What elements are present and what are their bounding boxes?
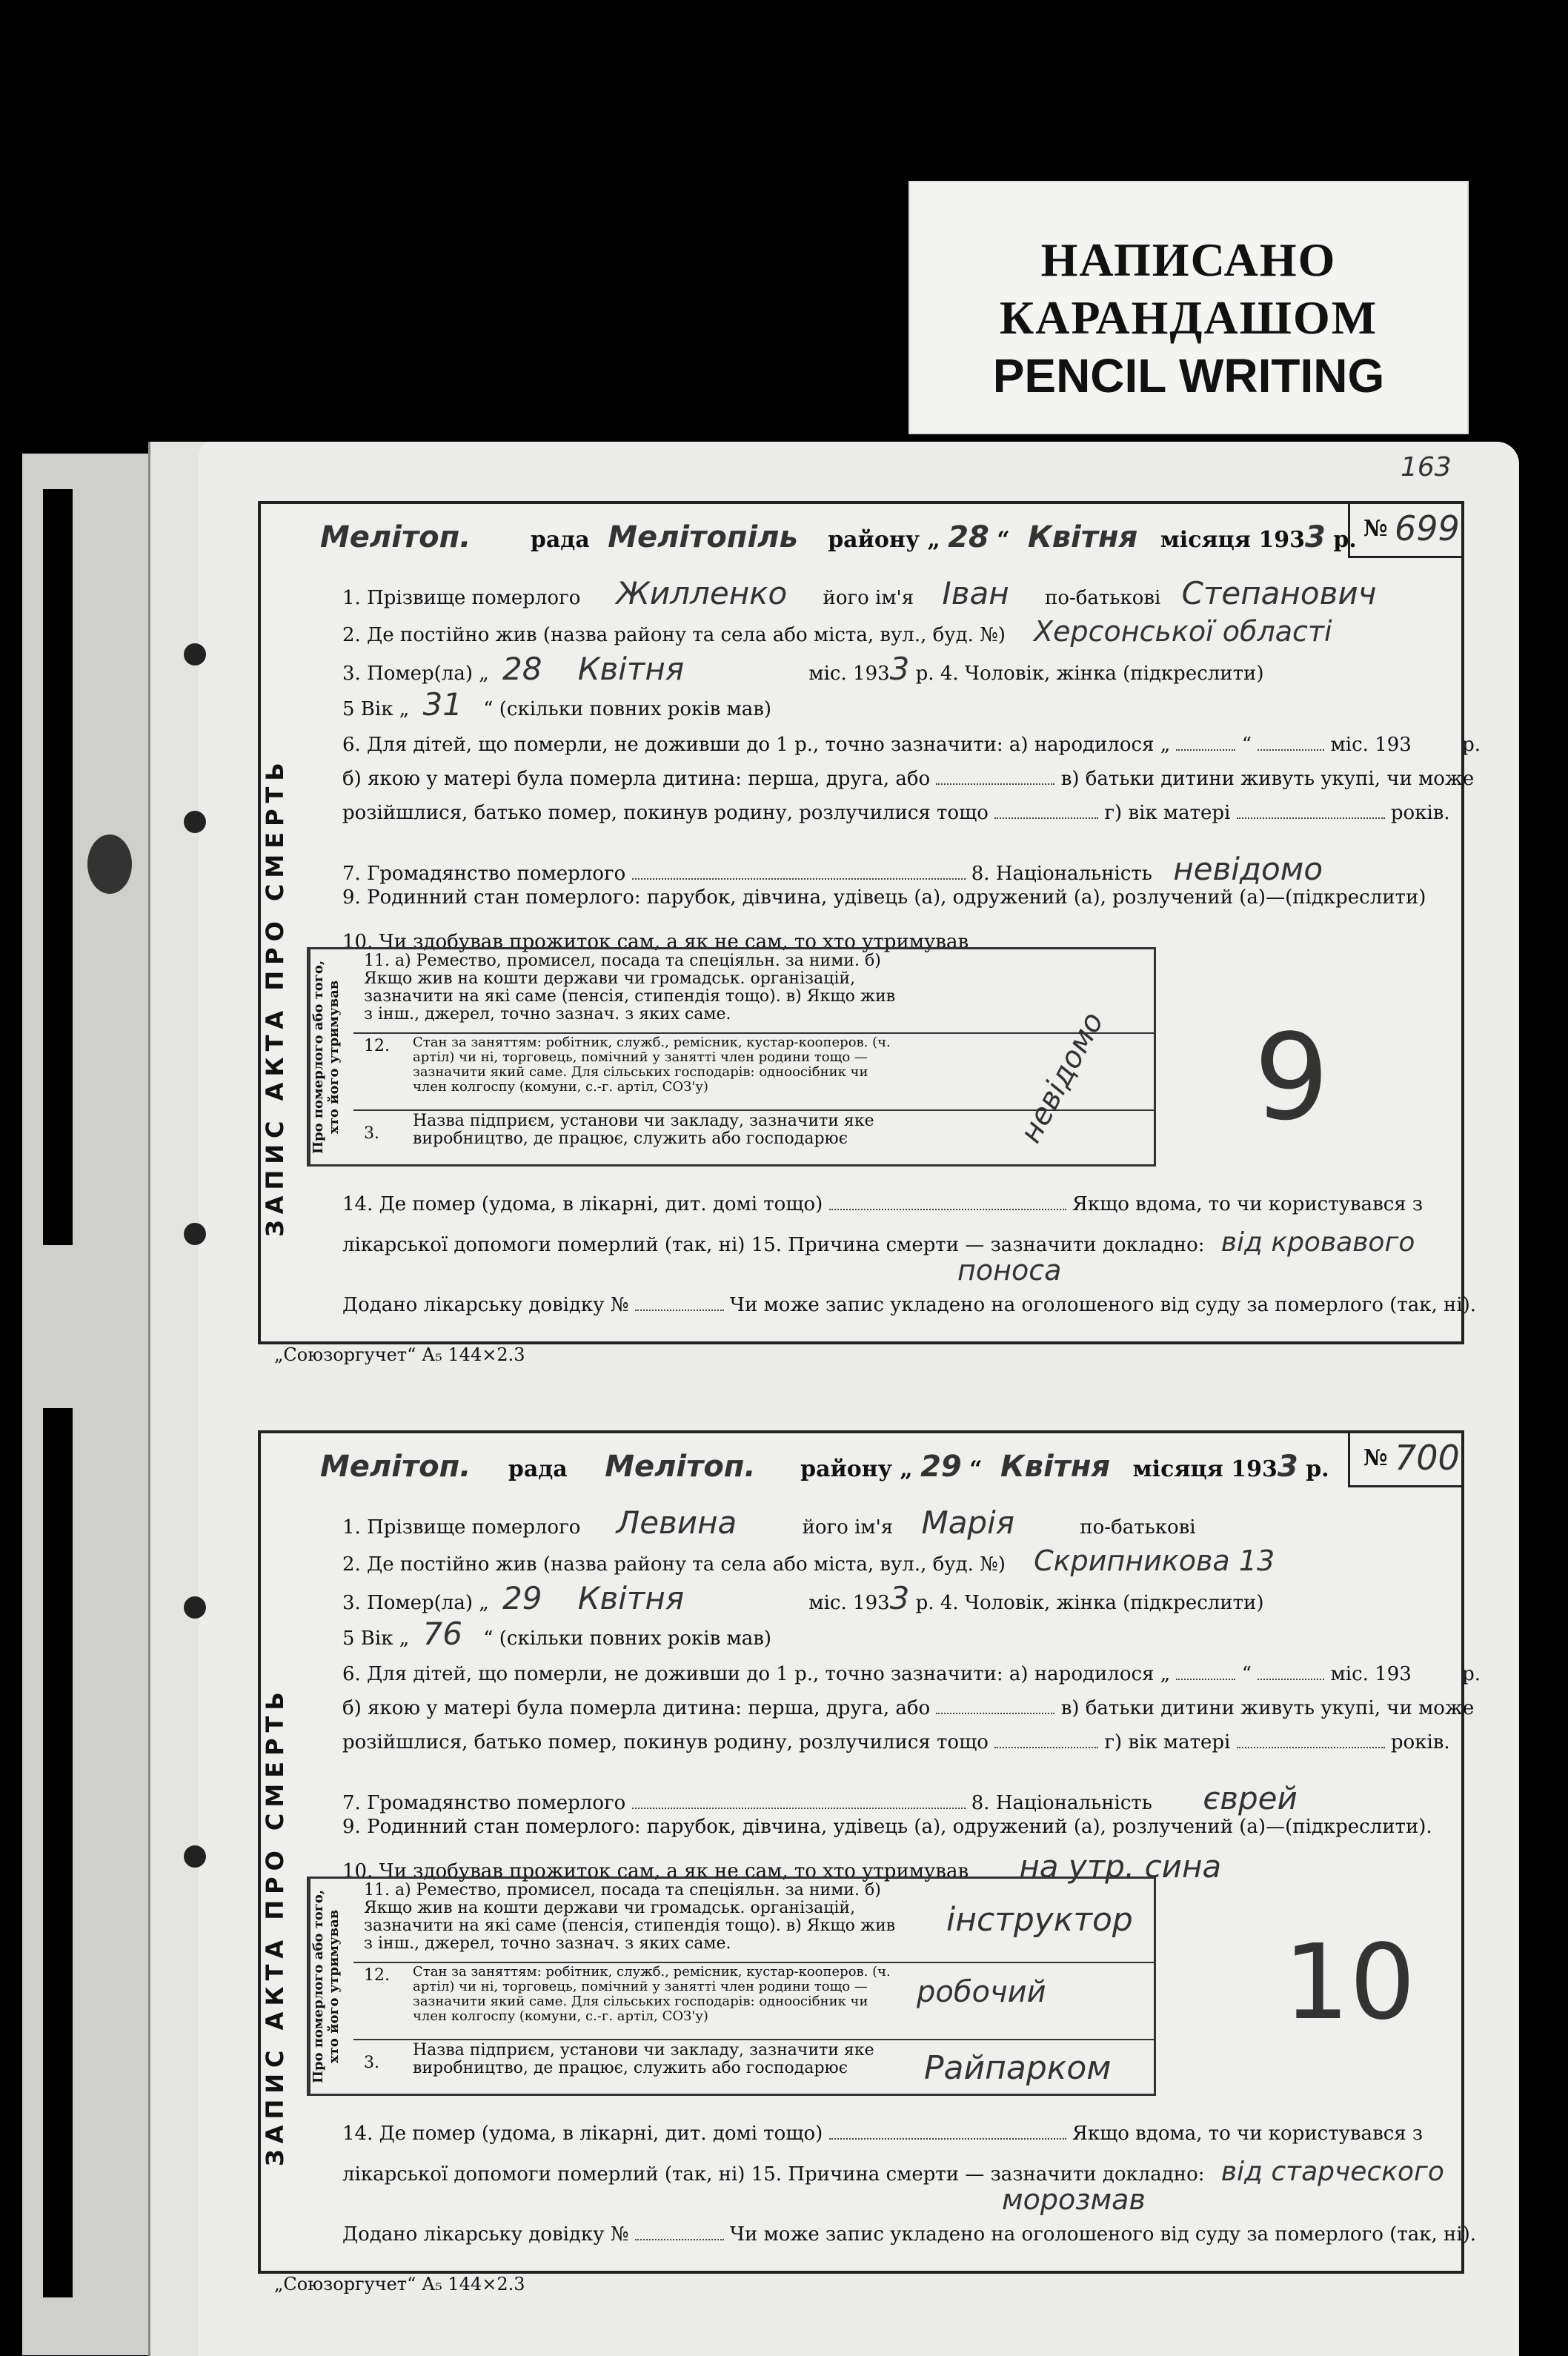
- field-label: “ (скільки повних років мав): [483, 698, 772, 720]
- hand-death-month: Квітня: [577, 1580, 685, 1616]
- record-number: 699: [1395, 508, 1460, 548]
- header-quote: “: [997, 527, 1010, 553]
- field-label: 6. Для дітей, що померли, не доживши до 1 р., точно зазначити: а) народилося „: [342, 1663, 1171, 1685]
- header-misyatsia: місяця 193: [1132, 1456, 1278, 1482]
- row-text: Назва підприєм, установи чи закладу, зазначити яке виробництво, де працює, служить або господарює: [413, 2041, 874, 2077]
- field-label: “ (скільки повних років мав): [483, 1627, 772, 1650]
- field-marital: 9. Родинний стан померлого: парубок, дівчина, удівець (а), одружений (а), розлучений (а)—(підкреслити): [342, 886, 1426, 909]
- field-label: 7. Громадянство померлого: [342, 863, 626, 885]
- hand-cause-2: морозмав: [1002, 2183, 1146, 2216]
- record-number-label: №: [1363, 516, 1388, 542]
- field-label: 14. Де помер (удома, в лікарні, дит. домі тощо): [342, 2123, 823, 2145]
- field-label: 7. Громадянство померлого: [342, 1792, 626, 1814]
- hand-month: Квітня: [1028, 520, 1138, 554]
- death-record-form-1: [258, 501, 1481, 1344]
- field-surname: [342, 1504, 1439, 1541]
- field-label: Додано лікарську довідку №: [342, 1294, 629, 1316]
- record-number-label: №: [1363, 1445, 1388, 1471]
- subtable-side-label: Про померлого або того, хто його утримував: [309, 949, 355, 1164]
- hand-surname: Левина: [616, 1504, 737, 1541]
- hand-council: Мелітоп.: [320, 1450, 471, 1484]
- death-record-form-2: [258, 1430, 1481, 2274]
- subtable-side-label: Про померлого або того, хто його утримував: [309, 1879, 355, 2094]
- field-label: 8. Національність: [971, 863, 1152, 885]
- blank: [829, 1209, 1066, 1210]
- hand-nationality: єврей: [1203, 1780, 1298, 1816]
- field-label: 5 Вік „: [342, 1627, 410, 1650]
- field-citizenship: [342, 851, 1439, 887]
- field-label: лікарської допомоги померлий (так, ні) 15. Причина смерти — зазначити докладно:: [342, 2163, 1205, 2186]
- punch-hole: [184, 811, 206, 833]
- field-label: г) вік матері: [1104, 802, 1231, 824]
- hand-cause-1: від старческого: [1220, 2157, 1444, 2187]
- row-text: 11. а) Ремество, промисел, посада та спеціяльн. за ними. б) Якщо жив на кошти держави чи громадськ. організацій, зазначити на які саме (пенсія, стипендія тощо). в) Якщо жив з інш., джерел, точно зазнач. з яких саме.: [364, 952, 896, 1023]
- hand-age: 76: [422, 1616, 462, 1652]
- hand-surname: Жилленко: [616, 575, 788, 611]
- form-header: [320, 520, 1439, 554]
- hand-year: 3: [1277, 1450, 1298, 1484]
- hand-council: Мелітоп.: [320, 520, 471, 554]
- field-label: р. 4. Чоловік, жінка (підкреслити): [915, 663, 1264, 685]
- blank: [829, 2138, 1066, 2140]
- field-label: Чи може запис укладено на оголошеного від суду за померлого (так, ні).: [729, 2223, 1477, 2246]
- field-label: 10. Чи здобував прожиток сам, а як не сам, то хто утримував: [342, 1860, 969, 1882]
- field-death-date: [342, 1580, 1439, 1616]
- ink-stain: [87, 834, 132, 894]
- hand-death-day: 28: [502, 651, 542, 687]
- blank: [1176, 749, 1235, 751]
- form-side-title: ЗАПИС АКТА ПРО СМЕРТЬ: [261, 757, 289, 1237]
- occupation-subtable: [307, 947, 1156, 1167]
- form-header: [320, 1450, 1439, 1484]
- field-label: 2. Де постійно жив (назва району та села або міста, вул., буд. №): [342, 1553, 1006, 1576]
- punch-hole: [184, 1845, 206, 1868]
- hand-name: Іван: [942, 575, 1009, 611]
- field-label: міс. 193: [808, 663, 890, 685]
- field-citizenship: [342, 1780, 1439, 1816]
- hand-occupation-b: робочий: [917, 1975, 1046, 2009]
- row-text: Назва підприєм, установи чи закладу, зазначити яке виробництво, де працює, служить або господарює: [413, 1112, 874, 1148]
- field-death-date: [342, 651, 1439, 687]
- hand-death-day: 29: [502, 1580, 542, 1616]
- field-label: 1. Прізвище померлого: [342, 1516, 581, 1539]
- header-rada: рада: [508, 1456, 568, 1482]
- field-label: 2. Де постійно жив (назва району та села або міста, вул., буд. №): [342, 624, 1006, 646]
- hand-patronymic: Степанович: [1181, 575, 1377, 611]
- field-child-birth: [342, 1663, 1481, 1685]
- field-label: років.: [1390, 802, 1450, 824]
- hand-nationality: невідомо: [1173, 851, 1323, 887]
- field-age: [342, 686, 1439, 723]
- blank: [1176, 1679, 1235, 1680]
- occupation-subtable: [307, 1876, 1156, 2096]
- label-line-1: НАПИСАНО: [1040, 233, 1337, 286]
- field-label: міс. 193: [1330, 734, 1412, 756]
- blank: [635, 2239, 724, 2240]
- page-number: 163: [1401, 452, 1452, 482]
- field-label: розійшлися, батько помер, покинув родину, розлучилися тощо: [342, 802, 989, 824]
- field-cause-of-death: [342, 1227, 1439, 1258]
- form-side-title: ЗАПИС АКТА ПРО СМЕРТЬ: [261, 1686, 289, 2166]
- field-age: [342, 1616, 1439, 1652]
- field-place-of-death: [342, 1193, 1439, 1215]
- hand-death-year: 3: [889, 1580, 910, 1616]
- hand-stat-code: 10: [1283, 1922, 1416, 2043]
- header-r: р.: [1333, 527, 1357, 553]
- hand-year: 3: [1305, 520, 1326, 554]
- field-label: р. 4. Чоловік, жінка (підкреслити): [915, 1592, 1264, 1614]
- field-label: його ім'я: [802, 1516, 894, 1539]
- label-line-2: КАРАНДАШОМ: [999, 291, 1378, 344]
- record-number: 700: [1395, 1438, 1460, 1478]
- hand-death-year: 3: [889, 651, 910, 687]
- header-raionu: району „: [800, 1456, 913, 1482]
- field-label: б) якою у матері була померла дитина: перша, друга, або: [342, 768, 931, 790]
- blank: [936, 1713, 1054, 1714]
- blank: [994, 1747, 1098, 1748]
- punch-hole: [184, 1223, 206, 1245]
- field-label: років.: [1390, 1731, 1450, 1753]
- field-label: Якщо вдома, то чи користувався з: [1072, 2123, 1424, 2145]
- hand-death-month: Квітня: [577, 651, 685, 687]
- hand-cause-1: від кровавого: [1220, 1227, 1415, 1258]
- blank: [936, 783, 1054, 785]
- blank: [1258, 1679, 1324, 1680]
- field-label: р.: [1462, 1663, 1481, 1685]
- field-label: розійшлися, батько помер, покинув родину, розлучилися тощо: [342, 1731, 989, 1753]
- row-number: 3.: [364, 2054, 379, 2072]
- field-child-birth: [342, 734, 1481, 756]
- hand-cause-2: поноса: [957, 1254, 1062, 1287]
- hand-residence: Скрипникова 13: [1034, 1544, 1275, 1577]
- row-number: 12.: [364, 1037, 390, 1055]
- field-parents: [342, 802, 1450, 824]
- row-number: 3.: [364, 1124, 379, 1143]
- hand-residence: Херсонської області: [1034, 615, 1332, 648]
- hand-district: Мелітопіль: [608, 520, 798, 554]
- row-text: Стан за заняттям: робітник, служб., ремісник, кустар-кооперов. (ч. артіл) чи ні, торговець, помічний у занятті член родини тощо — зазначити який саме. Для сільських господарів: одноосібник чи член колгоспу (комуни, с.-г. артіл, СОЗ'у): [413, 1035, 891, 1095]
- hand-occupation: невідомо: [1013, 1006, 1111, 1149]
- blank: [632, 1808, 966, 1809]
- field-label: р.: [1462, 734, 1481, 756]
- field-label: міс. 193: [808, 1592, 890, 1614]
- field-child-order: [342, 1697, 1475, 1719]
- field-label: г) вік матері: [1104, 1731, 1231, 1753]
- punch-hole: [184, 643, 206, 666]
- blank: [1258, 749, 1324, 751]
- hand-stat-code: 9: [1254, 1008, 1329, 1147]
- field-residence: [342, 1544, 1439, 1577]
- punch-hole: [184, 1596, 206, 1619]
- hand-day: 29: [920, 1450, 962, 1484]
- hand-month: Квітня: [1000, 1450, 1111, 1484]
- row-text: Стан за заняттям: робітник, служб., ремісник, кустар-кооперов. (ч. артіл) чи ні, торговець, помічний у занятті член родини тощо — зазначити який саме. Для сільських господарів: одноосібник чи член колгоспу (комуни, с.-г. артіл, СОЗ'у): [413, 1964, 891, 2024]
- field-marital: 9. Родинний стан померлого: парубок, дівчина, удівець (а), одружений (а), розлучений (а)—(підкреслити).: [342, 1816, 1432, 1838]
- hand-occupation-c: Райпарком: [924, 2049, 1112, 2087]
- hand-occupation: інструктор: [946, 1901, 1133, 1939]
- field-label: Якщо вдома, то чи користувався з: [1072, 1193, 1424, 1215]
- header-rada: рада: [530, 527, 590, 553]
- field-label: 3. Помер(ла) „: [342, 663, 489, 685]
- field-label: Чи може запис укладено на оголошеного від суду за померлого (так, ні).: [729, 1294, 1477, 1316]
- field-medical-cert: [342, 1294, 1477, 1316]
- row-number: 12.: [364, 1966, 390, 1985]
- field-label: б) якою у матері була померла дитина: перша, друга, або: [342, 1697, 931, 1719]
- field-label: 14. Де помер (удома, в лікарні, дит. домі тощо): [342, 1193, 823, 1215]
- field-label: 5 Вік „: [342, 698, 410, 720]
- field-medical-cert: [342, 2223, 1477, 2246]
- field-place-of-death: [342, 2123, 1439, 2145]
- field-label: 8. Національність: [971, 1792, 1152, 1814]
- field-parents: [342, 1731, 1450, 1753]
- field-label: 6. Для дітей, що померли, не доживши до 1 р., точно зазначити: а) народилося „: [342, 734, 1171, 756]
- header-quote: “: [969, 1456, 983, 1482]
- field-label: по-батькові: [1044, 587, 1161, 609]
- blank: [632, 878, 966, 880]
- field-child-order: [342, 768, 1475, 790]
- field-label: 1. Прізвище померлого: [342, 587, 581, 609]
- hand-district: Мелітоп.: [605, 1450, 756, 1484]
- field-label: Додано лікарську довідку №: [342, 2223, 629, 2246]
- pencil-writing-label: [908, 181, 1469, 434]
- form-imprint: „Союзоргучет“ А₅ 144×2.3: [274, 1344, 525, 1365]
- field-label: в) батьки дитини живуть укупі, чи може: [1060, 768, 1475, 790]
- field-cause-of-death: [342, 2157, 1444, 2187]
- label-line-3: PENCIL WRITING: [992, 349, 1385, 402]
- blank: [1237, 1747, 1385, 1748]
- field-label: 3. Помер(ла) „: [342, 1592, 489, 1614]
- field-label: лікарської допомоги померлий (так, ні) 15. Причина смерти — зазначити докладно:: [342, 1234, 1205, 1256]
- hand-name: Марія: [921, 1504, 1015, 1541]
- hand-income: на утр. сина: [1019, 1848, 1222, 1885]
- spine-strip: [43, 1408, 73, 2297]
- hand-day: 28: [948, 520, 989, 554]
- field-residence: [342, 615, 1439, 648]
- blank: [635, 1310, 724, 1311]
- field-label: 10. Чи здобував прожиток сам, а як не сам, то хто утримував: [342, 931, 969, 953]
- blank: [1237, 817, 1385, 819]
- header-r: р.: [1306, 1456, 1329, 1482]
- field-label: “: [1241, 734, 1252, 756]
- header-misyatsia: місяця 193: [1160, 527, 1306, 553]
- subtable-row-11: [353, 949, 1154, 1034]
- field-surname: [342, 575, 1439, 611]
- spine-strip: [43, 489, 73, 1245]
- header-raionu: району „: [828, 527, 940, 553]
- field-label: в) батьки дитини живуть укупі, чи може: [1060, 1697, 1475, 1719]
- blank: [994, 817, 1098, 819]
- field-label: міс. 193: [1330, 1663, 1412, 1685]
- field-label: його ім'я: [823, 587, 914, 609]
- hand-age: 31: [422, 686, 462, 723]
- row-text: 11. а) Ремество, промисел, посада та спеціяльн. за ними. б) Якщо жив на кошти держави чи громадськ. організацій, зазначити на які саме (пенсія, стипендія тощо). в) Якщо жив з інш., джерел, точно зазнач. з яких саме.: [364, 1881, 896, 1953]
- field-label: по-батькові: [1080, 1516, 1196, 1539]
- form-imprint: „Союзоргучет“ А₅ 144×2.3: [274, 2274, 525, 2294]
- field-label: “: [1241, 1663, 1252, 1685]
